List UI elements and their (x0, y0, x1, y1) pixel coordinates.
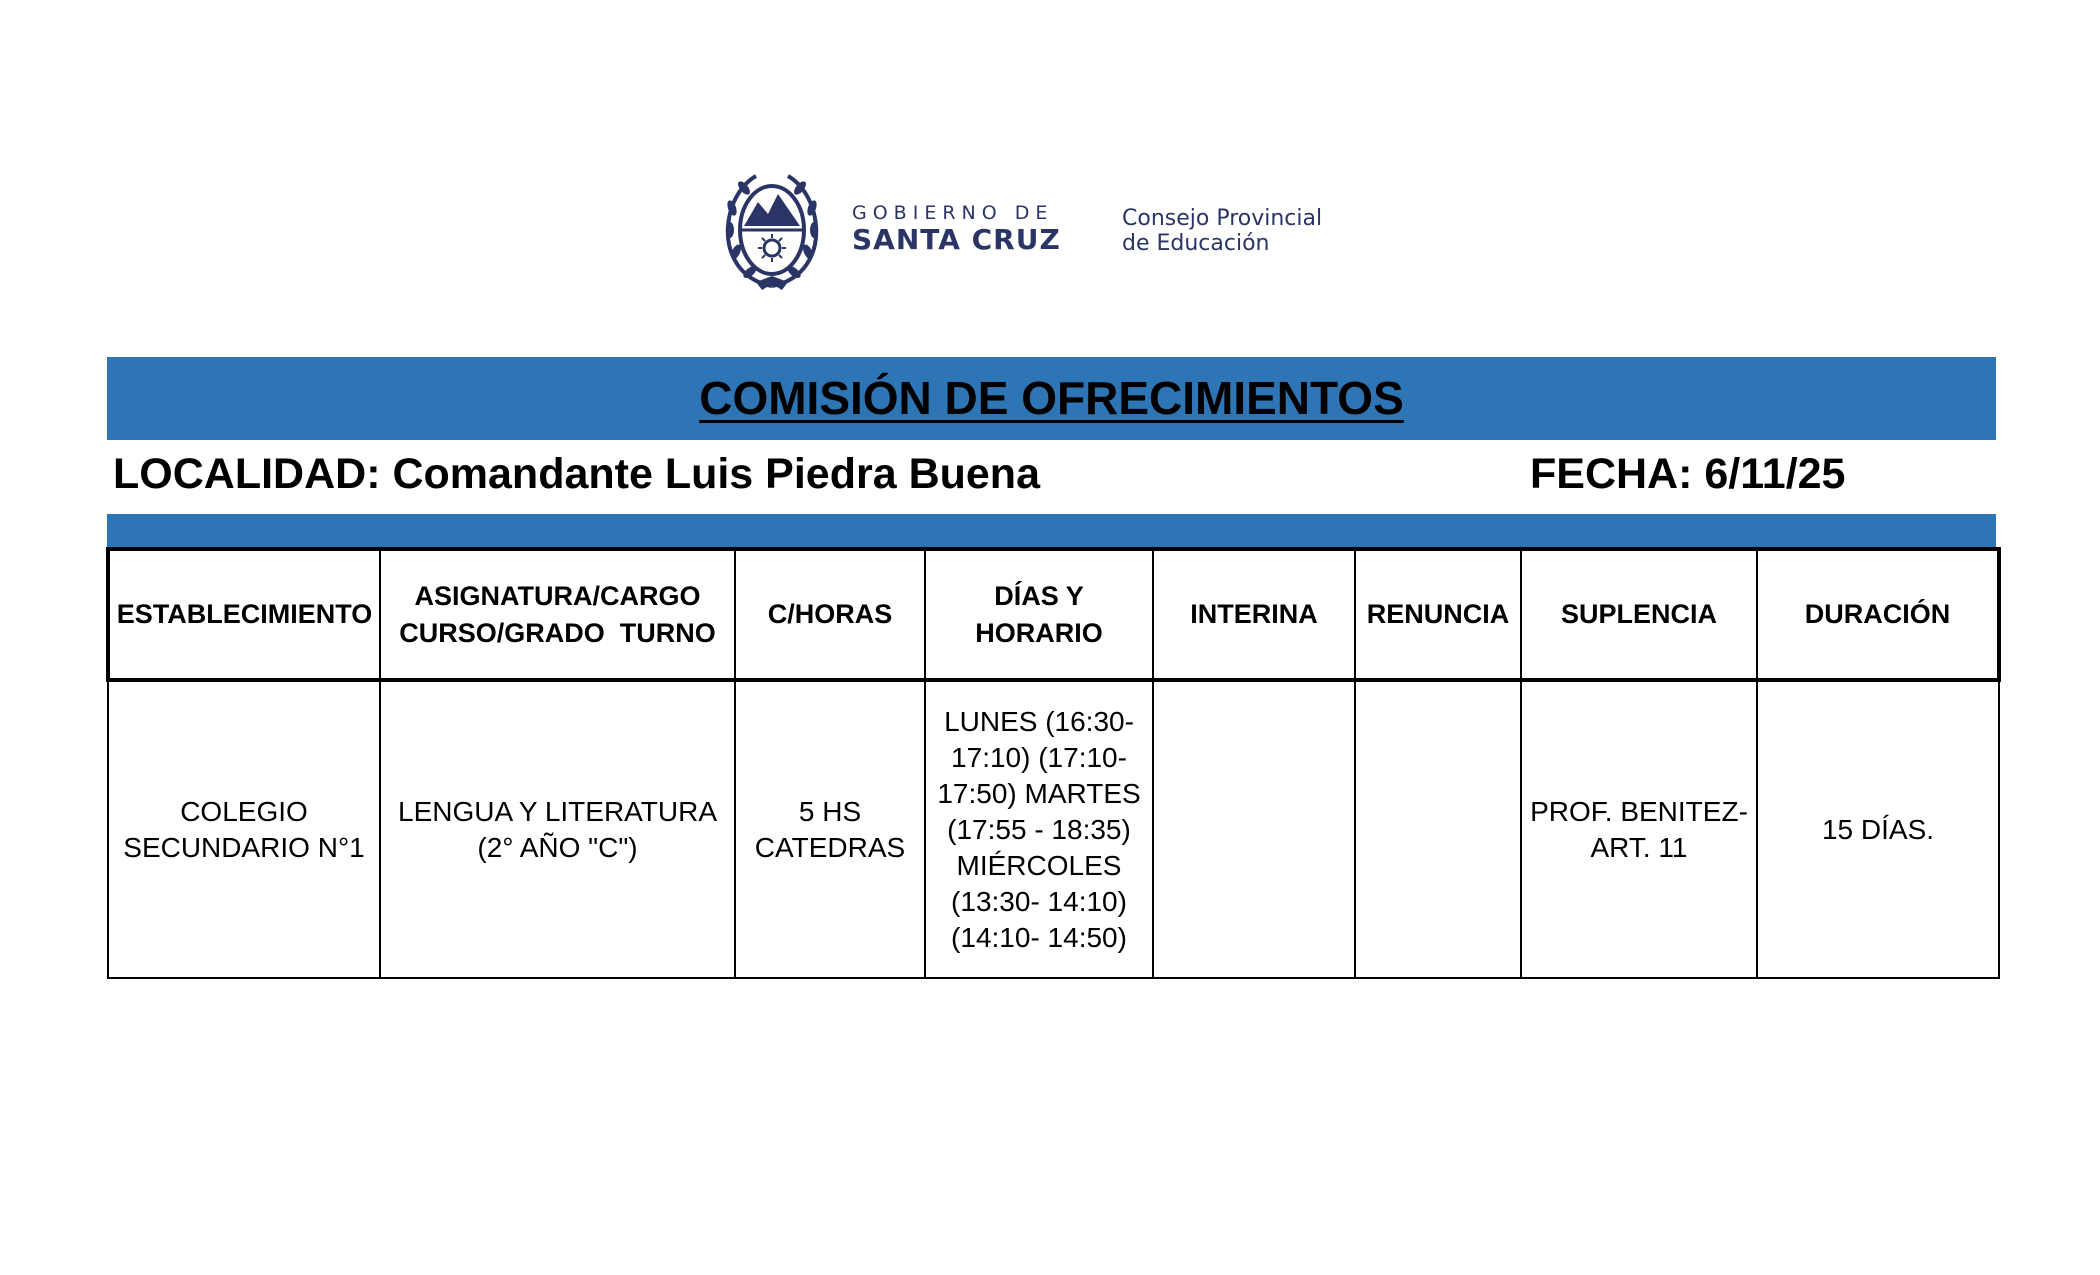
council-line-2: de Educación (1122, 231, 1270, 256)
cell-asignatura (380, 680, 735, 978)
cell-text: CATEDRAS (754, 831, 906, 863)
cell-text: 17:10) (17:10- (951, 741, 1127, 773)
council-name (1122, 206, 1322, 256)
cell-text: 15 DÍAS. (1821, 813, 1935, 845)
cell-renuncia (1355, 680, 1521, 978)
cell-text: PROF. BENITEZ- (1530, 795, 1748, 827)
cell-text: LENGUA Y LITERATURA (398, 795, 717, 827)
provincial-coat-of-arms-icon (722, 168, 822, 294)
header-asignatura (380, 549, 735, 680)
header-text: HORARIO (975, 617, 1103, 648)
header-duracion (1757, 549, 1999, 680)
cell-dias-horario (925, 680, 1153, 978)
header-text: DURACIÓN (1804, 599, 1951, 629)
cell-text: SECUNDARIO N°1 (123, 831, 365, 863)
cell-text: ART. 11 (1590, 831, 1688, 863)
cell-suplencia (1521, 680, 1757, 978)
header-text: RENUNCIA (1366, 599, 1510, 629)
header-text: DÍAS Y (994, 580, 1084, 611)
divider-band (107, 514, 1996, 548)
government-line-2: SANTA CRUZ (852, 223, 1061, 256)
cell-text: MIÉRCOLES (956, 849, 1122, 881)
cell-text: LUNES (16:30- (944, 705, 1134, 737)
header-text: INTERINA (1190, 599, 1318, 629)
cell-text: (14:10- 14:50) (951, 921, 1127, 953)
locality-date-row (113, 450, 1993, 510)
government-name (852, 202, 1061, 256)
cell-text: (2° AÑO "C") (477, 831, 638, 863)
government-line-1: GOBIERNO DE (852, 202, 1054, 224)
cell-horas (735, 680, 925, 978)
header-text: ASIGNATURA/CARGO (414, 580, 701, 611)
offers-table (106, 547, 2001, 979)
header-text: SUPLENCIA (1560, 599, 1717, 629)
cell-interina (1153, 680, 1355, 978)
cell-text: COLEGIO (180, 795, 308, 827)
header-suplencia (1521, 549, 1757, 680)
page-title: COMISIÓN DE OFRECIMIENTOS (699, 372, 1404, 424)
header-horas (735, 549, 925, 680)
header-text: CURSO/GRADO TURNO (399, 617, 716, 648)
header-interina (1153, 549, 1355, 680)
title-band (107, 357, 1996, 440)
locality-label: LOCALIDAD: Comandante Luis Piedra Buena (113, 450, 1040, 498)
cell-establecimiento (108, 680, 380, 978)
header-text: ESTABLECIMIENTO (116, 599, 373, 629)
table-row (108, 680, 1999, 978)
table-header-row (108, 549, 1999, 680)
cell-text: (13:30- 14:10) (951, 885, 1127, 917)
header-dias-horario (925, 549, 1153, 680)
council-line-1: Consejo Provincial (1122, 206, 1323, 231)
cell-text: 5 HS (798, 795, 862, 827)
header-text: C/HORAS (767, 599, 893, 629)
header-renuncia (1355, 549, 1521, 680)
header-logo-area (722, 168, 1362, 298)
cell-duracion (1757, 680, 1999, 978)
header-establecimiento (108, 549, 380, 680)
cell-text: (17:55 - 18:35) (947, 813, 1131, 845)
date-label: FECHA: 6/11/25 (1530, 450, 1846, 498)
cell-text: 17:50) MARTES (937, 777, 1141, 809)
